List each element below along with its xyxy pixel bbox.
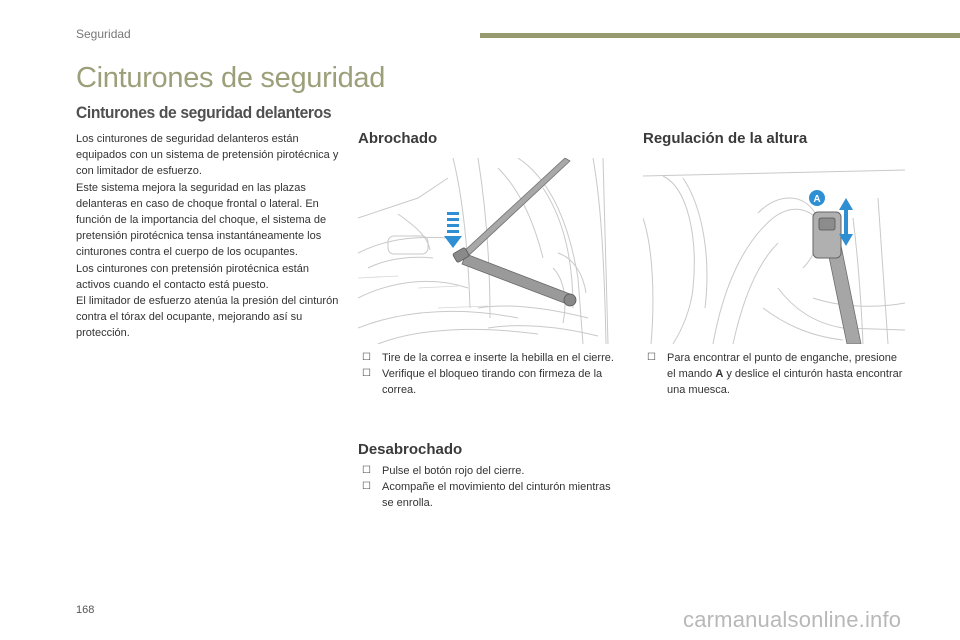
list-item: ☐ Tire de la correa e inserte la hebilla en el cierre. [358, 350, 620, 366]
intro-paragraph: Los cinturones de seguridad delanteros están equipados con un sistema de pretensión pirotécnica y con limitador de esfuerzo. [76, 133, 339, 178]
checkbox-bullet-icon: ☐ [362, 352, 371, 363]
intro-text [76, 131, 346, 342]
abrochado-steps [358, 350, 620, 399]
regulacion-heading: Regulación de la altura [643, 130, 808, 147]
page-number: 168 [76, 604, 95, 616]
checkbox-bullet-icon: ☐ [362, 465, 371, 476]
watermark: carmanualsonline.info [683, 607, 902, 632]
down-arrow-icon [444, 212, 462, 248]
page-title: Cinturones de seguridad [76, 62, 386, 94]
height-adjust-illustration [643, 158, 905, 344]
desabrochado-heading: Desabrochado [358, 441, 463, 458]
regulacion-steps [643, 350, 905, 399]
checkbox-bullet-icon: ☐ [362, 481, 371, 493]
list-item: ☐ Verifique el bloqueo tirando con firmeza de la correa. [362, 368, 603, 397]
intro-paragraph: Este sistema mejora la seguridad en las plazas delanteras en caso de choque frontal o lateral. En función de la importancia del choque, el sistema de pretensión pirotécnica tensa instantáneamente los cinturones contra el cuerpo de los ocupantes. [76, 181, 327, 259]
abrochado-heading: Abrochado [358, 130, 438, 147]
list-item: ☐ Acompañe el movimiento del cinturón mientras se enrolla. [362, 481, 611, 510]
page-subtitle: Cinturones de seguridad delanteros [76, 103, 332, 122]
list-item: ☐ Para encontrar el punto de enganche, presione el mando A y deslice el cinturón hasta encontrar una muesca. [647, 352, 903, 397]
list-item: ☐ Pulse el botón rojo del cierre. [358, 463, 620, 479]
buckling-illustration [358, 158, 620, 344]
checkbox-bullet-icon: ☐ [362, 368, 371, 380]
section-label: Seguridad [76, 27, 131, 41]
intro-paragraph: Los cinturones con pretensión pirotécnica están activos cuando el contacto está puesto. [76, 262, 309, 291]
belt-lap [462, 254, 570, 304]
desabrochado-steps [358, 463, 620, 512]
checkbox-bullet-icon: ☐ [647, 352, 656, 363]
callout-a-label: A [813, 194, 821, 205]
intro-paragraph: El limitador de esfuerzo atenúa la presión del cinturón contra el tórax del ocupante, mejorando así su protección. [76, 295, 339, 340]
header-bar [480, 33, 960, 38]
control-a-label: A [715, 368, 724, 381]
